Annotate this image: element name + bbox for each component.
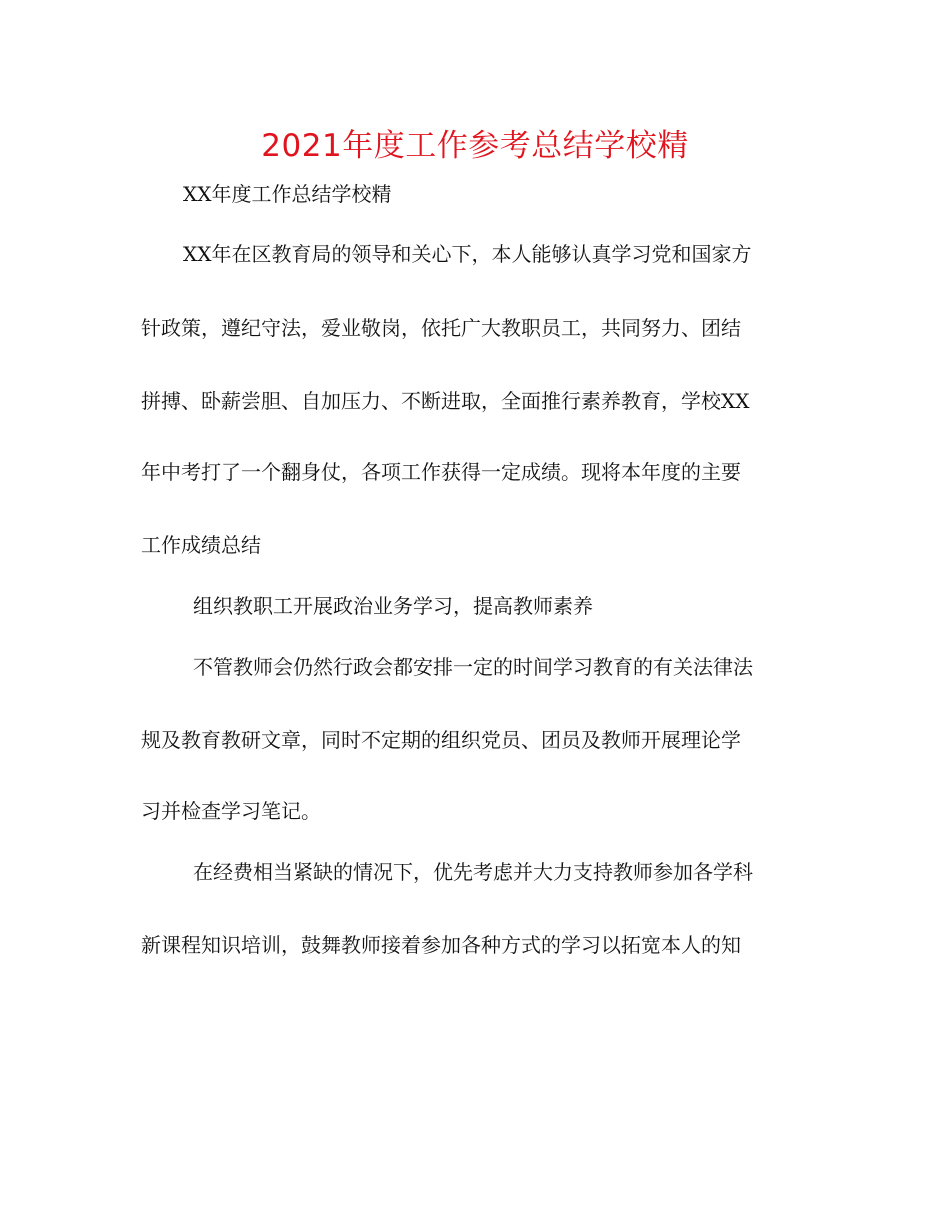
paragraph-1-line-3: 拼搏、卧薪尝胆、自加压力、不断进取，全面推行素养教育，学校XX [141, 389, 750, 413]
paragraph-1-line-1: XX年在区教育局的领导和关心下，本人能够认真学习党和国家方 [183, 242, 752, 266]
paragraph-1-line-5: 工作成绩总结 [141, 533, 261, 557]
paragraph-3-line-2: 新课程知识培训，鼓舞教师接着参加各种方式的学习以拓宽本人的知 [141, 933, 741, 957]
section-heading: 组织教职工开展政治业务学习，提高教师素养 [193, 594, 593, 618]
paragraph-3-line-1: 在经费相当紧缺的情况下，优先考虑并大力支持教师参加各学科 [193, 860, 753, 884]
paragraph-2-line-2: 规及教育教研文章，同时不定期的组织党员、团员及教师开展理论学 [141, 728, 741, 752]
paragraph-1-line-4: 年中考打了一个翻身仗，各项工作获得一定成绩。现将本年度的主要 [141, 460, 741, 484]
document-subtitle: XX年度工作总结学校精 [183, 182, 392, 206]
paragraph-2-line-1: 不管教师会仍然行政会都安排一定的时间学习教育的有关法律法 [193, 655, 753, 679]
paragraph-1-line-2: 针政策，遵纪守法，爱业敬岗，依托广大教职员工，共同努力、团结 [141, 316, 741, 340]
paragraph-2-line-3: 习并检查学习笔记。 [141, 799, 321, 823]
document-title: 2021年度工作参考总结学校精 [261, 128, 689, 164]
